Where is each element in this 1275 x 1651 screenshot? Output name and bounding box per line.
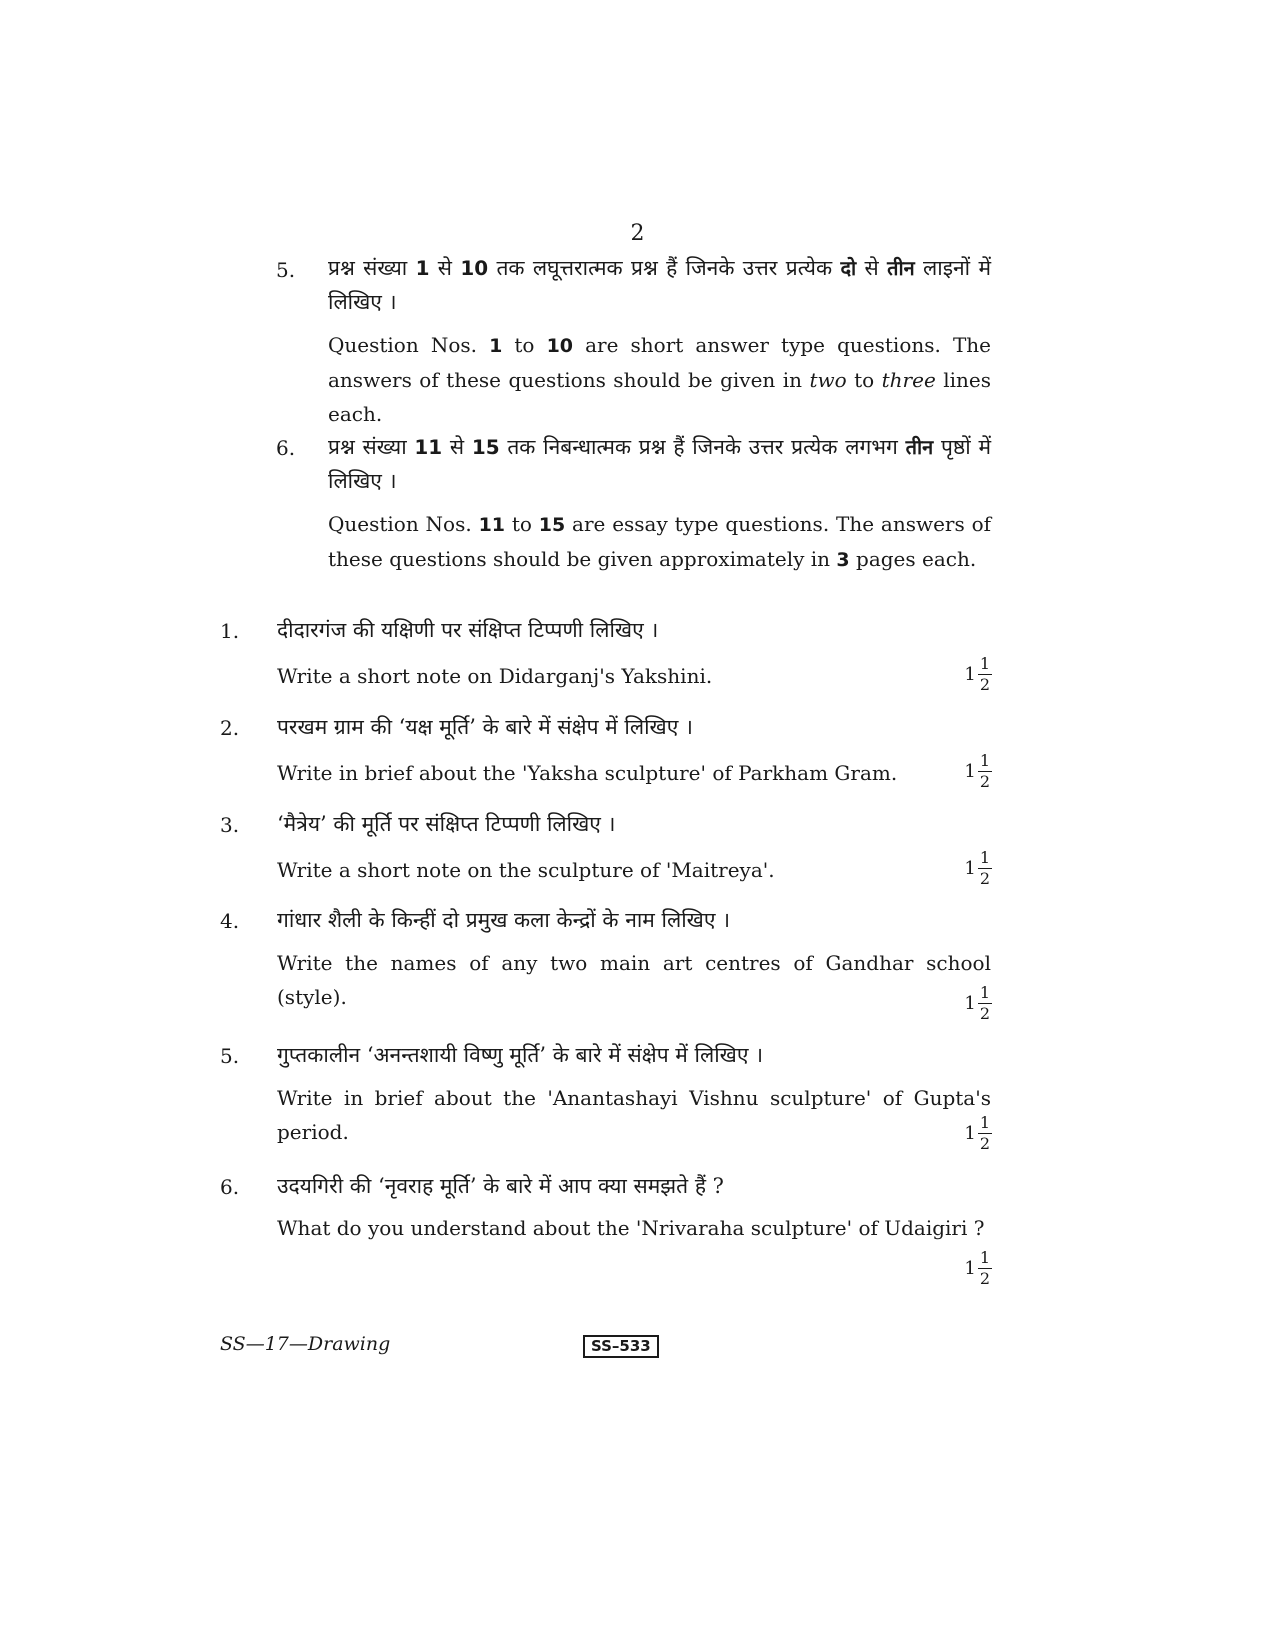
marks-whole: 1 xyxy=(964,1123,976,1144)
emphasis-bold: 11 xyxy=(478,514,506,536)
marks-whole: 1 xyxy=(964,858,976,879)
instruction-number: 5. xyxy=(276,258,296,282)
question-number: 2. xyxy=(220,716,240,740)
question-english: What do you understand about the 'Nrivaraha sculpture' of Udaigiri ? xyxy=(277,1216,985,1240)
marks-denominator: 2 xyxy=(979,1004,990,1023)
marks-fraction xyxy=(978,1115,992,1152)
marks-denominator: 2 xyxy=(979,1269,990,1288)
marks xyxy=(964,656,992,693)
instruction-english: Question Nos. 1 to 10 are short answer type questions. The answers of these questions should be given in two to three lines each. xyxy=(328,333,992,426)
footer-paper-code: SS–533 xyxy=(583,1335,659,1358)
marks-fraction xyxy=(978,1250,992,1287)
marks-denominator: 2 xyxy=(979,869,990,888)
emphasis-bold: 3 xyxy=(836,549,850,571)
marks-whole: 1 xyxy=(964,761,976,782)
marks xyxy=(964,1250,992,1287)
question-hindi: गांधार शैली के किन्हीं दो प्रमुख कला केन्द्रों के नाम लिखिए । xyxy=(277,908,731,932)
emphasis-bold: 1 xyxy=(489,335,503,357)
emphasis-bold: तीन xyxy=(905,435,934,459)
question-english: Write a short note on Didarganj's Yakshini. xyxy=(277,664,713,688)
question-hindi: परखम ग्राम की ‘यक्ष मूर्ति’ के बारे में संक्षेप में लिखिए । xyxy=(277,715,693,739)
marks-whole: 1 xyxy=(964,1258,976,1279)
instruction-english: Question Nos. 11 to 15 are essay type questions. The answers of these questions should be given approximately in 3 pages each. xyxy=(328,512,992,571)
marks-numerator: 1 xyxy=(979,751,990,770)
instruction-number: 6. xyxy=(276,436,296,460)
marks-denominator: 2 xyxy=(979,1134,990,1153)
page-number: 2 xyxy=(630,221,645,246)
emphasis-bold: 11 xyxy=(414,435,443,459)
marks xyxy=(964,985,992,1022)
marks-numerator: 1 xyxy=(979,848,990,867)
question-number: 4. xyxy=(220,909,240,933)
marks-numerator: 1 xyxy=(979,1248,990,1267)
marks xyxy=(964,753,992,790)
question-hindi: ‘मैत्रेय’ की मूर्ति पर संक्षिप्त टिप्पणी लिखिए । xyxy=(277,812,616,836)
marks-numerator: 1 xyxy=(979,983,990,1002)
emphasis-bold: 1 xyxy=(415,256,430,280)
marks-whole: 1 xyxy=(964,664,976,685)
marks xyxy=(964,1115,992,1152)
marks xyxy=(964,850,992,887)
emphasis-bold: 15 xyxy=(471,435,500,459)
question-english: Write the names of any two main art centres of Gandhar school (style). xyxy=(277,951,991,1009)
marks-fraction xyxy=(978,985,992,1022)
marks-denominator: 2 xyxy=(979,772,990,791)
emphasis-bold: 10 xyxy=(460,256,489,280)
marks-fraction xyxy=(978,656,992,693)
question-number: 1. xyxy=(220,619,240,643)
emphasis-bold: 10 xyxy=(546,335,574,357)
emphasis-italic: three xyxy=(881,368,936,392)
marks-fraction xyxy=(978,850,992,887)
question-number: 5. xyxy=(220,1044,240,1068)
marks-numerator: 1 xyxy=(979,654,990,673)
question-english: Write in brief about the 'Yaksha sculpture' of Parkham Gram. xyxy=(277,761,898,785)
question-number: 6. xyxy=(220,1175,240,1199)
marks-denominator: 2 xyxy=(979,675,990,694)
question-hindi: दीदारगंज की यक्षिणी पर संक्षिप्त टिप्पणी लिखिए । xyxy=(277,618,659,642)
question-english: Write in brief about the 'Anantashayi Vishnu sculpture' of Gupta's period. xyxy=(277,1086,991,1144)
question-hindi: गुप्तकालीन ‘अनन्तशायी विष्णु मूर्ति’ के बारे में संक्षेप में लिखिए । xyxy=(277,1043,764,1067)
emphasis-bold: तीन xyxy=(887,256,915,280)
emphasis-bold: दो xyxy=(840,256,857,280)
footer-subject: SS—17—Drawing xyxy=(220,1333,391,1355)
emphasis-bold: 15 xyxy=(538,514,566,536)
question-number: 3. xyxy=(220,813,240,837)
marks-whole: 1 xyxy=(964,993,976,1014)
emphasis-italic: two xyxy=(809,368,847,392)
question-english: Write a short note on the sculpture of 'Maitreya'. xyxy=(277,858,775,882)
instruction-hindi: प्रश्न संख्या 1 से 10 तक लघूत्तरात्मक प्रश्न हैं जिनके उत्तर प्रत्येक दो से तीन लाइनों में लिखिए । xyxy=(328,256,992,314)
question-hindi: उदयगिरी की ‘नृवराह मूर्ति’ के बारे में आप क्या समझते हैं ? xyxy=(277,1174,724,1198)
marks-fraction xyxy=(978,753,992,790)
instruction-hindi: प्रश्न संख्या 11 से 15 तक निबन्धात्मक प्रश्न हैं जिनके उत्तर प्रत्येक लगभग तीन पृष्ठों में लिखिए । xyxy=(328,435,992,493)
marks-numerator: 1 xyxy=(979,1113,990,1132)
